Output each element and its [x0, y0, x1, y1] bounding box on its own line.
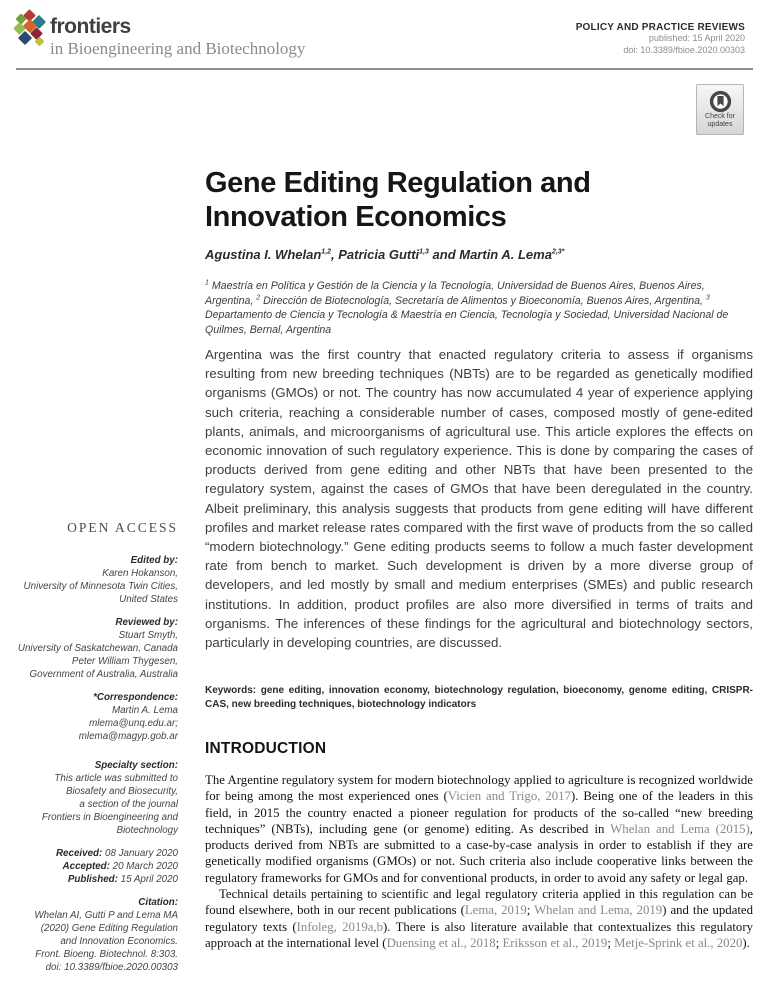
text-line: Peter William Thygesen,	[71, 656, 178, 667]
citation-label: Citation:	[138, 897, 178, 908]
published-date: published: 15 April 2020	[648, 33, 745, 43]
article-type: POLICY AND PRACTICE REVIEWS	[575, 22, 745, 33]
text-run: , products derived from NBTs are submitted to a case-by-case analysis in order to establish if they are genetically modified organisms (GMOs) or not. Such criteria also include cooperative links between the regulatory frameworks for GMOs and for conventional products, in order to avoid any safety or legal gap.	[205, 821, 753, 885]
superscript: 1	[205, 279, 209, 287]
text-run: ;	[607, 935, 615, 950]
specialty-section-label: Specialty section:	[94, 760, 178, 771]
text-line: doi: 10.3389/fbioe.2020.00303	[45, 962, 178, 973]
superscript: 2	[256, 294, 261, 302]
text-line: University of Minnesota Twin Cities,	[23, 581, 178, 592]
citation-link[interactable]: Metje-Sprink et al., 2020	[614, 935, 743, 950]
text-run: Agustina I. Whelan	[205, 247, 322, 262]
published-date-sidebar	[16, 873, 178, 886]
doi: doi: 10.3389/fbioe.2020.00303	[623, 44, 745, 55]
text-line: Government of Australia, Australia	[29, 669, 178, 680]
text-line: and Innovation Economics.	[60, 936, 178, 947]
correspondence-block	[16, 691, 178, 743]
reviewed-by-block	[16, 616, 178, 681]
citation-link[interactable]: Eriksson et al., 2019	[502, 935, 608, 950]
article-info-sidebar	[16, 520, 178, 984]
page-title	[205, 166, 753, 234]
text-run: The Argentine regulatory system for modern biotechnology applied to agriculture is recognized worldwide for being among the most experienced ones (	[205, 773, 753, 804]
logo-cube	[35, 37, 45, 47]
title-line-1: Gene Editing Regulation and	[205, 167, 591, 199]
text-run: and Martin A. Lema	[428, 247, 552, 262]
introduction-body	[205, 772, 753, 951]
text-run: 08 January 2020	[102, 848, 178, 859]
text-run: Maestría en Política y Gestión de la Ciencia y la Tecnología, Universidad de Buenos Aires, Buenos Aires, Argentina,	[205, 280, 705, 307]
received-date	[16, 847, 178, 860]
text-line: This article was submitted to	[54, 773, 178, 784]
edited-by-block	[16, 554, 178, 606]
badge-label-line2: updates	[707, 121, 733, 128]
journal-name: in Bioengineering and Biotechnology	[50, 39, 306, 58]
open-access-label: OPEN ACCESS	[67, 520, 178, 535]
citation-link[interactable]: Vicien and Trigo, 2017	[447, 789, 571, 804]
text-run: 15 April 2020	[117, 874, 178, 885]
text-line: Karen Hokanson,	[102, 568, 178, 579]
text-line: Biosafety and Biosecurity,	[66, 786, 178, 797]
text-line: United States	[119, 594, 178, 605]
intro-paragraph-2	[205, 886, 753, 951]
author-list	[205, 247, 753, 262]
text-run: , Patricia Gutti	[331, 247, 420, 262]
accepted-date	[16, 860, 178, 873]
frontiers-logo-mark	[14, 11, 50, 53]
text-run: ) and the updated regulatory texts (	[205, 903, 754, 934]
citation-link[interactable]: Whelan and Lema (2015)	[610, 821, 750, 836]
text-run: ;	[526, 903, 535, 918]
text-line: (2020) Gene Editing Regulation	[40, 923, 178, 934]
citation-link[interactable]: Infoleg, 2019a,b	[296, 919, 384, 934]
affiliations	[205, 279, 753, 337]
email-link[interactable]: mlema@magyp.gob.ar	[78, 731, 178, 742]
edited-by-label: Edited by:	[130, 555, 178, 566]
check-for-updates-button[interactable]	[696, 84, 744, 135]
citation-link[interactable]: Duensing et al., 2018	[386, 935, 496, 950]
header-divider	[16, 68, 753, 70]
bold-label: Accepted:	[62, 861, 110, 872]
abstract-text: Argentina was the first country that enacted regulatory criteria to assess if organisms resulting from new breeding techniques (NBTs) are to be regarded as genetically modified organisms (GMOs) or not. The country has now accumulated 4 year of experience applying such criteria, reaching a considerable number of cases, composed mostly of gene-edited plants, animals, and microorganisms of agricultural use. This article explores the effects on economic innovation of such regulatory experience. This is done by comparing the cases of products derived from gene editing and other NBTs that have been presented to the regulatory system, against the cases of GMOs that have been deregulated in the country. Albeit preliminary, this analysis suggests that products from gene editing will have different profiles and market release rates compared with the first wave of products from the so called “modern biotechnology.” Gene editing products seems to follow a much faster development rate from bench to market. Such development is driven by a more diverse group of developers, and led mostly by small and medium enterprises (SMEs) and public research institutions. In addition, product profiles are also more diversified in terms of traits and organisms. The inferences of these findings for the agricultural and biotechnology sectors, particularly in developing countries, are discussed.	[205, 347, 753, 651]
text-run: ). Being one of the leaders in this field, in 2015 the country enacted a pioneer regulation for products of the so-called “new breeding techniques” (NBTs), including gene (or genome) editing. As described in	[205, 789, 753, 836]
specialty-section-text	[16, 772, 178, 837]
edited-by-text	[16, 567, 178, 606]
text-line: Biotechnology	[116, 825, 178, 836]
bold-label: Published:	[67, 874, 118, 885]
reviewed-by-label: Reviewed by:	[115, 617, 178, 628]
specialty-section-block	[16, 759, 178, 837]
text-line: Front. Bioeng. Biotechnol. 8:303.	[35, 949, 178, 960]
superscript: 1,2	[321, 248, 332, 256]
citation-link[interactable]: Whelan and Lema, 2019	[534, 903, 663, 918]
reviewed-by-text	[16, 629, 178, 681]
crossmark-icon	[709, 90, 732, 113]
text-line: Frontiers in Bioengineering and	[41, 812, 178, 823]
section-heading-introduction: INTRODUCTION	[205, 740, 327, 757]
correspondence-label: *Correspondence:	[93, 692, 178, 703]
text-run: Technical details pertaining to scientific and legal regulatory criteria applied in this regulation can be found elsewhere, both in our recent publications (	[205, 887, 753, 918]
text-run: ).	[742, 935, 750, 950]
title-line-2: Innovation Economics	[205, 201, 507, 233]
citation-text	[16, 909, 178, 974]
badge-label-line1: Check for	[705, 113, 735, 120]
superscript: 3	[705, 294, 710, 302]
text-run: ). There is also literature available that contextualizes this regulatory approach at the international level (	[205, 919, 753, 950]
keywords-line: Keywords: gene editing, innovation economy, biotechnology regulation, bioeconomy, genome editing, CRISPR-CAS, new breeding techniques, biotechnology indicators	[205, 685, 753, 710]
text-line: a section of the journal	[79, 799, 178, 810]
text-line: University of Saskatchewan, Canada	[17, 643, 178, 654]
citation-link[interactable]: Lema, 2019	[464, 903, 527, 918]
citation-block	[16, 896, 178, 974]
text-line: Martin A. Lema	[111, 705, 178, 716]
text-line: Whelan AI, Gutti P and Lema MA	[34, 910, 178, 921]
intro-paragraph-1	[205, 772, 753, 886]
text-run: ;	[495, 935, 503, 950]
text-run: 20 March 2020	[109, 861, 178, 872]
superscript: 2,3*	[551, 248, 565, 256]
text-line: Stuart Smyth,	[118, 630, 178, 641]
text-run: Departamento de Ciencia y Tecnología & Maestría en Ciencia, Tecnología y Sociedad, Universidad Nacional de Quilmes, Bernal, Argentina	[205, 309, 729, 336]
correspondence-text	[16, 704, 178, 743]
email-link[interactable]: mlema@unq.edu.ar;	[89, 718, 178, 729]
frontiers-logo	[50, 16, 305, 57]
bold-label: Received:	[55, 848, 103, 859]
text-run: Dirección de Biotecnología, Secretaría de Alimentos y Bioeconomía, Buenos Aires, Argentina,	[260, 294, 706, 307]
header-meta	[576, 22, 745, 56]
superscript: 1,3	[419, 248, 429, 256]
journal-brand: frontiers	[50, 15, 131, 38]
dates-block	[16, 847, 178, 886]
